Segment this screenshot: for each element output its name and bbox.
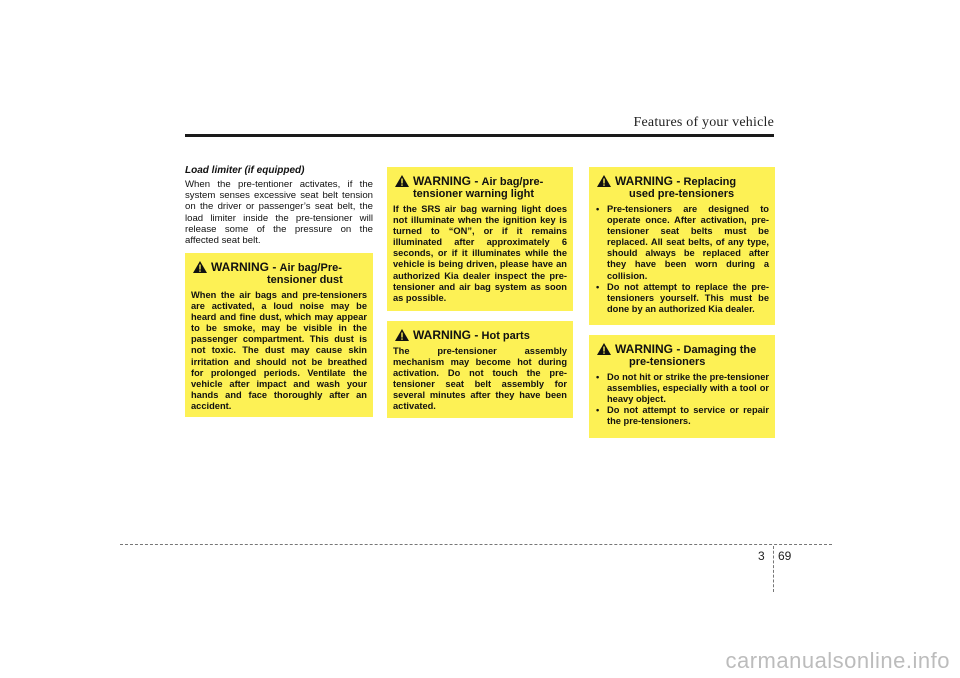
warning-word: WARNING - [211,260,277,274]
warning-title-line2: pre-tensioners [629,356,706,368]
warning-title-line1: Hot parts [481,330,530,342]
page-number-separator [773,546,774,592]
warning-word: WARNING - [413,174,479,188]
warning-box-dust [185,253,373,417]
warning-body: When the air bags and pre-tensioners are activated, a loud noise may be heard and fine dust, which may appear to be smoke, may be visible in the passenger compartment. This dust is not toxic. The dust may cause skin irritation and should not be breathed for prolonged periods. Ventilate the vehicle after impact and wash your hands and face thoroughly after an accident. [191,290,367,411]
list-item: • Do not attempt to replace the pre-tensioners yourself. This must be done by an authorized Kia dealer. [596,281,769,314]
warning-box-damaging [589,335,775,438]
warning-heading [393,175,567,200]
chapter-number: 3 [758,549,765,563]
warning-triangle-icon [597,175,611,190]
warning-heading [595,175,769,200]
warning-title-line1: Air bag/pre- [481,176,544,188]
warning-heading [393,329,567,342]
warning-heading [595,343,769,368]
load-limiter-paragraph: When the pre-tentioner activates, if the system senses excessive seat belt tension on the driver or passenger’s seat belt, the load limiter inside the pre-tensioner will release some of the pressure on the affected seat belt. [185,179,373,247]
warning-word: WARNING - [615,174,681,188]
list-item: • Pre-tensioners are designed to operate once. After activation, pre-tensioner seat belts must be replaced. All seat belts, of any type, should always be replaced after they have been worn during a collision. [596,204,769,281]
warning-word: WARNING - [615,342,681,356]
warning-title-line1: Air bag/Pre- [279,262,342,274]
load-limiter-heading: Load limiter (if equipped) [185,165,305,176]
warning-title-line2: tensioner dust [267,274,343,286]
page-header-title: Features of your vehicle [633,115,774,130]
warning-body: If the SRS air bag warning light does not illuminate when the ignition key is turned to “ON”, or if it remains illuminated after approximately 6 seconds, or if it illuminates while the vehicle is being driven, please have an authorized Kia dealer inspect the pre-tensioner and air bag system as soon as possible. [393,204,567,303]
warning-body: The pre-tensioner assembly mechanism may become hot during activation. Do not touch the pre-tensioner seat belt assembly for several minutes after they have been activated. [393,346,567,412]
warning-word: WARNING - [413,328,479,342]
warning-box-replacing [589,167,775,325]
warning-triangle-icon [395,329,409,344]
header-rule [185,134,774,137]
warning-heading [191,261,367,286]
warning-triangle-icon [597,343,611,358]
warning-list [595,204,769,315]
warning-box-hot-parts [387,321,573,418]
warning-title-line1: Damaging the [683,344,757,356]
list-item: • Do not hit or strike the pre-tensioner assemblies, especially with a tool or heavy object. [596,372,769,405]
footer-rule [120,544,832,545]
warning-title-line2: used pre-tensioners [629,188,735,200]
warning-title-line2: tensioner warning light [413,188,535,200]
load-limiter-section [185,165,373,246]
warning-triangle-icon [193,261,207,276]
page-number: 69 [778,549,792,563]
warning-triangle-icon [395,175,409,190]
watermark: carmanualsonline.info [725,648,950,673]
list-item: • Do not attempt to service or repair the pre-tensioners. [596,405,769,427]
warning-title-line1: Replacing [683,176,737,188]
warning-box-warning-light [387,167,573,311]
warning-list [595,372,769,427]
